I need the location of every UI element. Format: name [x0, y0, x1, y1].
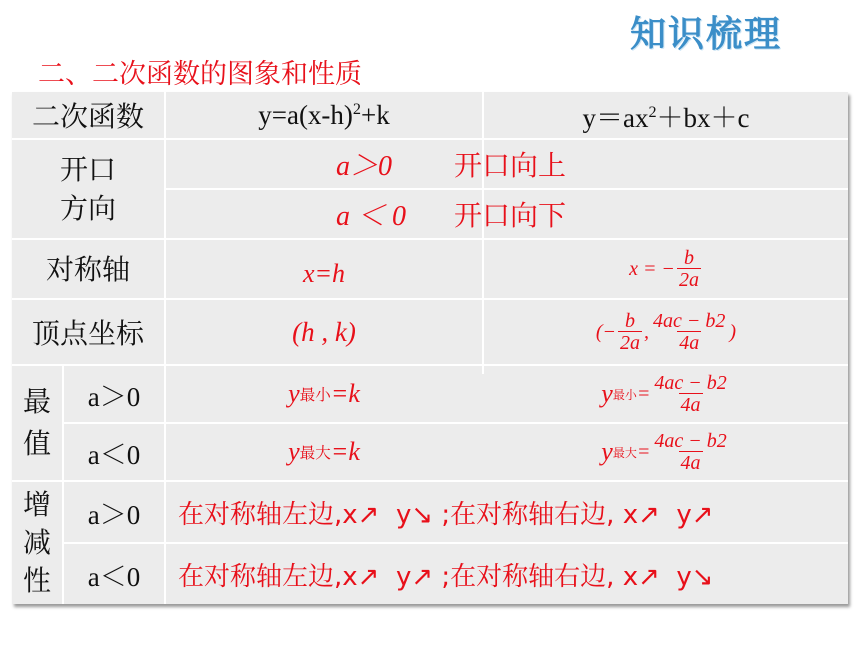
extreme-min-y: y [288, 379, 300, 408]
extreme-min-rhs: =k [330, 379, 360, 408]
monotonic-label [12, 482, 62, 604]
monotonic-label-line2: 减 [22, 526, 51, 560]
vertex-label: 顶点坐标 [31, 317, 144, 350]
extreme-case-pos: a＞0 [87, 381, 141, 412]
monotonic-case-pos: a＞0 [87, 499, 141, 530]
opening-down-text: 开口向下 [454, 199, 567, 232]
extreme-max-rhs: =k [330, 437, 360, 466]
vertex-general-comma: , [644, 320, 650, 343]
extreme-general-min-num: 4ac − b2 [654, 371, 727, 394]
header-function-label: 二次函数 [31, 100, 144, 133]
opening-label-line2: 方向 [59, 192, 116, 225]
vertex-general-b: b [625, 309, 636, 332]
extreme-label-line1: 最 [22, 385, 51, 418]
vertex-general-den: 4a [679, 331, 700, 354]
extreme-general-max-sub: 最大 [612, 445, 637, 460]
extreme-min-sub: 最小 [299, 386, 331, 404]
axis-general-den: 2a [678, 268, 699, 291]
opening-case-neg: a ＜ 0 [336, 201, 407, 232]
monotonic-case-neg: a＜0 [87, 561, 141, 592]
opening-case-pos: a＞0 [336, 151, 393, 182]
axis-general-lhs: x = − [629, 257, 675, 280]
extreme-general-min-den: 4a [680, 393, 701, 416]
opening-up-row [166, 140, 848, 188]
extreme-general-max-eq: = [636, 440, 651, 463]
extreme-general-min-sub: 最小 [612, 387, 637, 402]
monotonic-label-line3: 性 [22, 563, 51, 597]
opening-down-row [166, 190, 848, 238]
extreme-label-line2: 值 [22, 427, 51, 460]
opening-up-text: 开口向上 [454, 149, 567, 182]
extreme-max-y: y [288, 437, 300, 466]
extreme-label [12, 366, 62, 480]
header-vertex-form: $y=a(x-h)^2+k$ [258, 99, 390, 130]
vertex-general-num: 4ac − b2 [653, 309, 726, 332]
extreme-general-min-y: y [601, 379, 613, 408]
monotonic-row-pos: 在对称轴左边,x↗ y↘ ;在对称轴右边, x↗ y↗ [178, 499, 714, 530]
vertex-general-close: ) [729, 320, 737, 343]
vertex-general-2a: 2a [620, 331, 641, 354]
section-title: 二、二次函数的图象和性质 [38, 59, 362, 90]
axis-general-form [484, 240, 848, 298]
opening-label [12, 140, 164, 238]
extreme-general-max-num: 4ac − b2 [654, 429, 727, 452]
extreme-max-sub: 最大 [299, 444, 331, 462]
extreme-min-general-form [484, 366, 848, 422]
extreme-general-min-eq: = [636, 382, 651, 405]
monotonic-label-line1: 增 [22, 488, 51, 522]
monotonic-row-neg: 在对称轴左边,x↗ y↗ ;在对称轴右边, x↗ y↘ [178, 561, 714, 592]
vertex-vertex-form: (h , k) [292, 316, 356, 347]
extreme-max-general-form [484, 424, 848, 480]
axis-vertex-form: x=h [302, 259, 346, 288]
extreme-case-neg: a＜0 [87, 439, 141, 470]
axis-label: 对称轴 [45, 253, 130, 286]
corner-title: 知识梳理 [630, 14, 783, 55]
axis-general-num: b [683, 246, 694, 269]
header-general-form: $y=ax^2+bx+c$ [582, 102, 750, 133]
properties-table [12, 92, 848, 604]
vertex-general-form [484, 300, 848, 364]
extreme-general-max-den: 4a [680, 451, 701, 474]
extreme-min-vertex-form [166, 366, 482, 422]
opening-label-line1: 开口 [59, 152, 116, 186]
extreme-general-max-y: y [601, 437, 613, 466]
extreme-max-vertex-form [166, 424, 482, 480]
vertex-general-open: (− [595, 320, 617, 343]
